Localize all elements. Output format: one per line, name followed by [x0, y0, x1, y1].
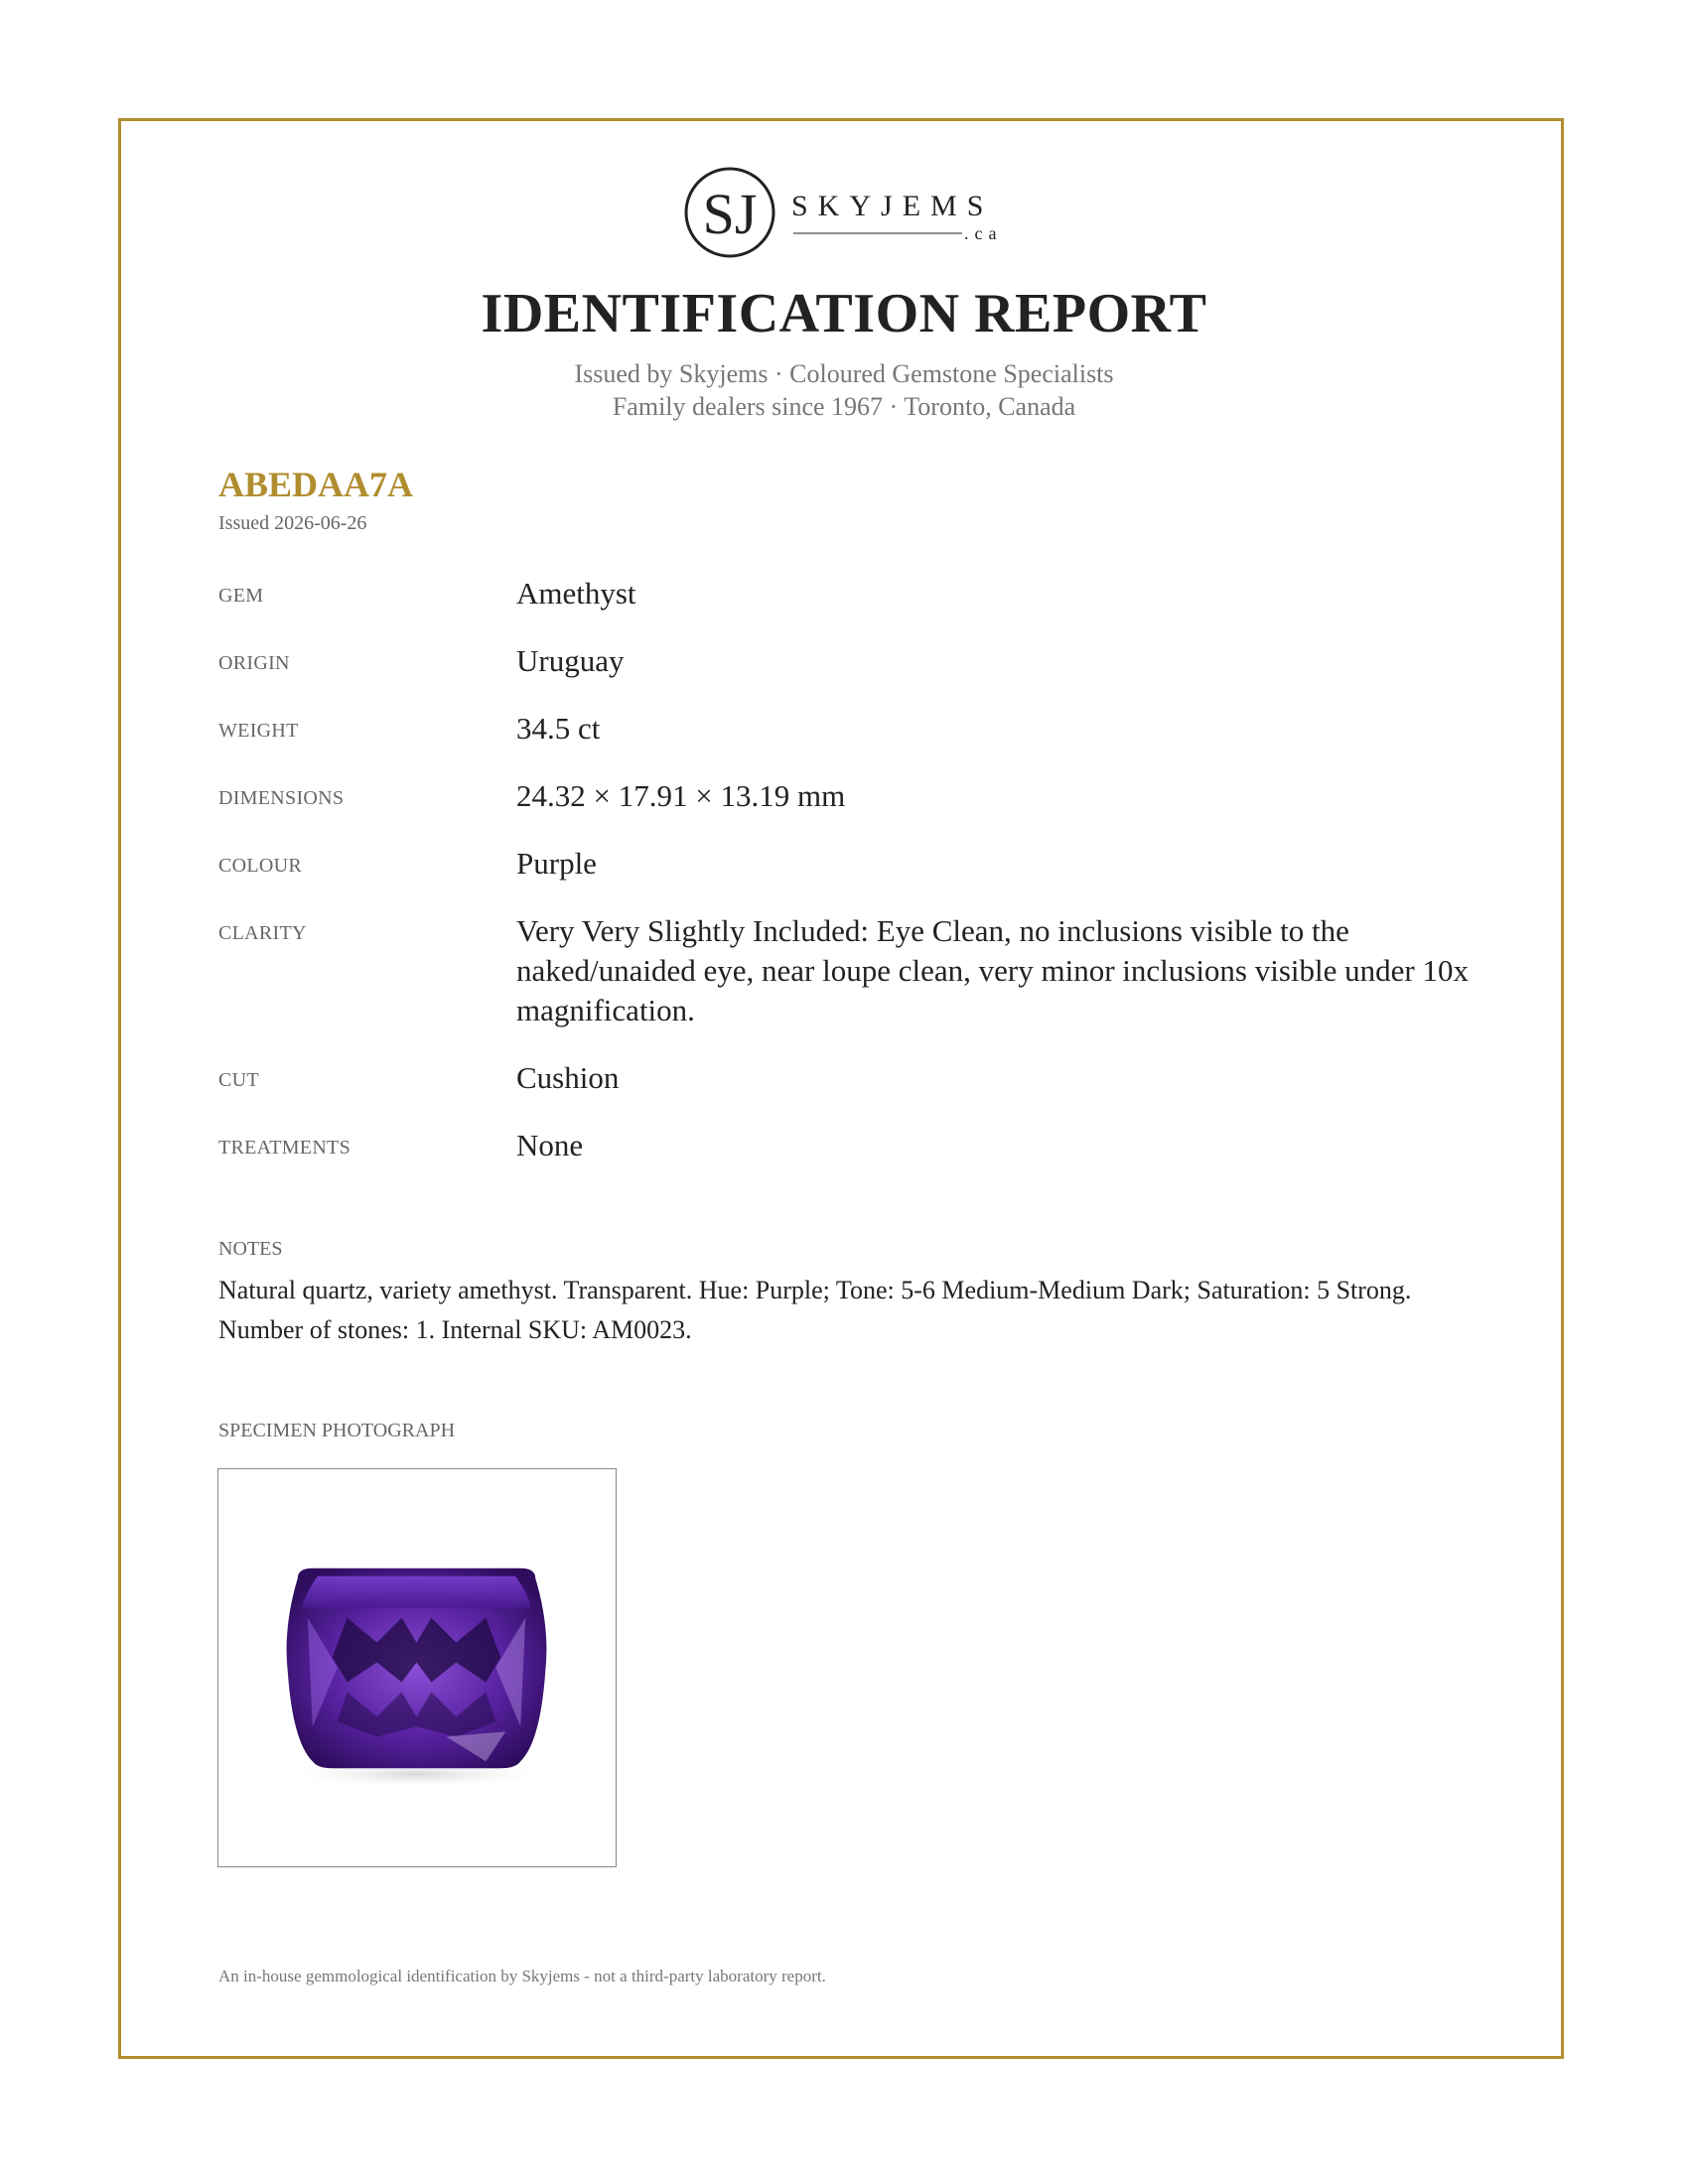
report-title: IDENTIFICATION REPORT [481, 283, 1207, 344]
logo-brand: SKYJEMS [791, 190, 994, 222]
weight-value: 34.5 ct [516, 711, 601, 746]
weight-label: WEIGHT [218, 720, 299, 742]
clarity-label: CLARITY [218, 922, 307, 944]
issue-date: Issued 2026-06-26 [218, 512, 367, 534]
photo-label: SPECIMEN PHOTOGRAPH [218, 1420, 456, 1441]
notes-text: Natural quartz, variety amethyst. Transparent. Hue: Purple; Tone: 5-6 Medium-Medium Dark; Saturation: 5 Strong. Number of stones: 1. Internal SKU: AM0023. [218, 1276, 1412, 1344]
logo-suffix: .ca [964, 223, 1003, 243]
dimensions-value: 24.32 × 17.91 × 13.19 mm [516, 778, 846, 813]
disclaimer: An in-house gemmological identification by Skyjems - not a third-party laboratory report. [218, 1967, 826, 1985]
dealer-line: Family dealers since 1967 · Toronto, Canada [612, 392, 1076, 421]
origin-label: ORIGIN [218, 652, 290, 674]
issuer-line: Issued by Skyjems · Coloured Gemstone Specialists [574, 359, 1114, 388]
cut-label: CUT [218, 1069, 259, 1091]
dimensions-label: DIMENSIONS [218, 787, 345, 809]
origin-value: Uruguay [516, 643, 625, 678]
gem-label: GEM [218, 585, 264, 607]
colour-value: Purple [516, 846, 597, 881]
treatments-label: TREATMENTS [218, 1137, 351, 1159]
notes-label: NOTES [218, 1238, 283, 1260]
colour-label: COLOUR [218, 855, 303, 877]
cut-value: Cushion [516, 1060, 620, 1095]
treatments-value: None [516, 1128, 584, 1162]
gem-table [303, 1576, 530, 1608]
specimen-photo [217, 1468, 617, 1867]
clarity-value: Very Very Slightly Included: Eye Clean, no inclusions visible to the naked/unaided eye, near loupe clean, very minor inclusions visible under 10x magnification. [516, 913, 1469, 1027]
skyjems-logo [684, 164, 1007, 263]
gem-value: Amethyst [516, 576, 636, 611]
report-id: ABEDAA7A [218, 465, 414, 504]
logo-monogram: SJ [702, 182, 758, 246]
